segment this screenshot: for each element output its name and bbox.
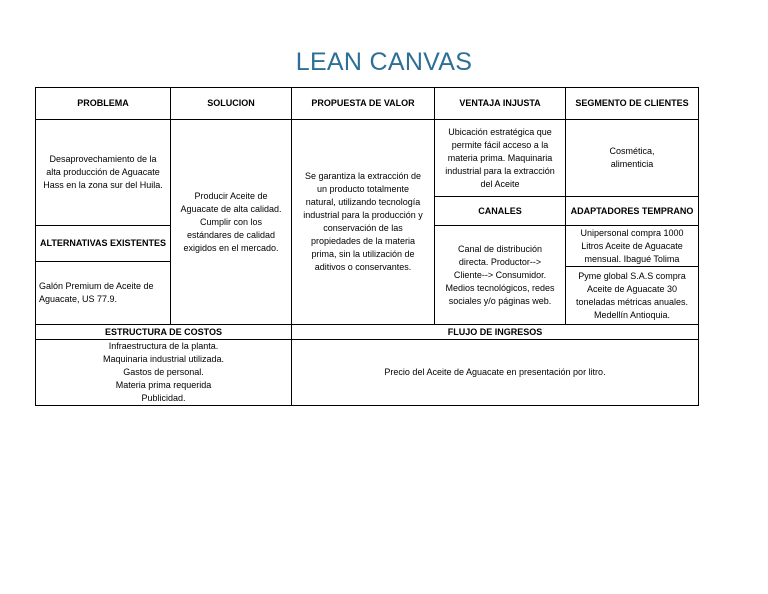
- segmento-clientes-text: Cosmética, alimenticia: [609, 146, 655, 169]
- page-title: LEAN CANVAS: [295, 48, 473, 76]
- header-estructura-costos: ESTRUCTURA DE COSTOS: [104, 326, 222, 337]
- estructura-costos-text: Infraestructura de la planta. Maquinaria industrial utilizada. Gastos de personal. Materia prima requerida Publicidad.: [102, 341, 225, 403]
- header-problema: PROBLEMA: [77, 98, 129, 108]
- canales-text: Canal de distribución directa. Productor--> Cliente--> Consumidor. Medios tecnológicos, redes sociales y/o páginas web.: [445, 243, 555, 306]
- header-canales: CANALES: [478, 205, 522, 216]
- adaptador-text-2: Pyme global S.A.S compra Aceite de Aguacate 30 toneladas métricas anuales. Medellín Antioquia.: [575, 270, 689, 320]
- solucion-text: Producir Aceite de Aguacate de alta calidad. Cumplir con los estándares de calidad exigidos en el mercado.: [180, 190, 282, 253]
- header-solucion: SOLUCION: [207, 98, 255, 108]
- header-adaptadores-temprano: ADAPTADORES TEMPRANO: [570, 205, 694, 216]
- header-alternativas-existentes: ALTERNATIVAS EXISTENTES: [40, 238, 167, 248]
- adaptador-text-1: Unipersonal compra 1000 Litros Aceite de Aguacate mensual. Ibagué Tolima: [580, 227, 684, 264]
- ventaja-injusta-text: Ubicación estratégica que permite fácil acceso a la materia prima. Maquinaria industrial para la extracción del Aceite: [445, 126, 555, 189]
- lean-canvas-table: [35, 87, 699, 406]
- header-ventaja-injusta: VENTAJA INJUSTA: [459, 98, 541, 108]
- header-flujo-ingresos: FLUJO DE INGRESOS: [447, 326, 543, 337]
- header-propuesta-valor: PROPUESTA DE VALOR: [311, 98, 415, 108]
- propuesta-valor-text: Se garantiza la extracción de un producto totalmente natural, utilizando tecnología industrial para la producción y conservación de las propiedades de la materia prima, sin la utilización de aditivos o conservantes.: [303, 171, 423, 272]
- problema-text: Desaprovechamiento de la alta producción de Aguacate Hass en la zona sur del Huila.: [43, 154, 163, 190]
- alternativas-text: Galón Premium de Aceite de Aguacate, US 77.9.: [39, 281, 154, 304]
- header-segmento-clientes: SEGMENTO DE CLIENTES: [575, 98, 689, 108]
- flujo-ingresos-text: Precio del Aceite de Aguacate en presentación por litro.: [384, 367, 606, 377]
